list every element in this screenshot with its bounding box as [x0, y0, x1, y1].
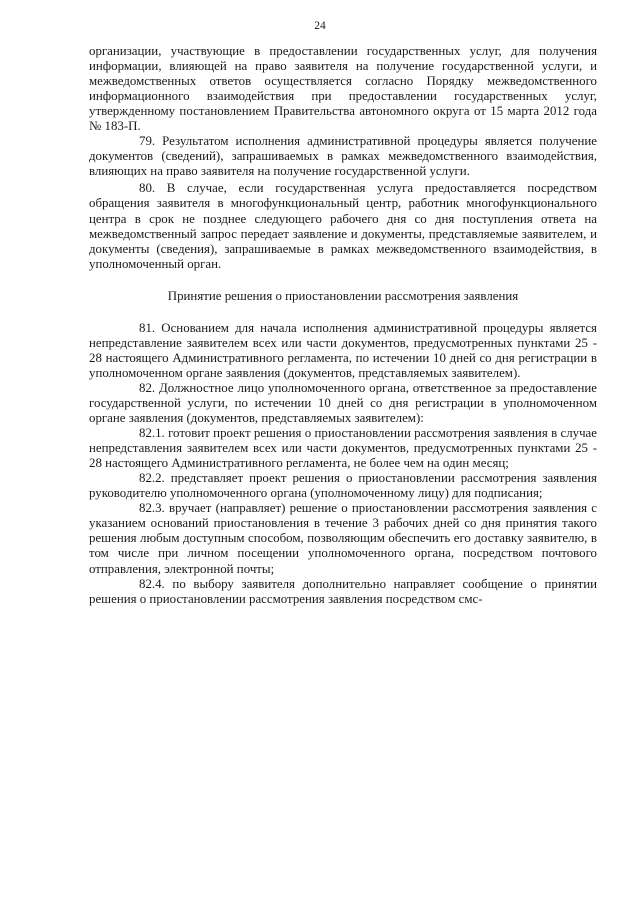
paragraph-continuation: организации, участвующие в предоставлении государственных услуг, для получения информации, влияющей на право заявителя на получение государственной услуги, и межведомственных ответов осуществляется согласно Порядку межведомственного информационного взаимодействия при предоставлении государственных услуг, утвержденному постановлением Правительства автономного округа от 15 марта 2012 года № 183-П.: [89, 44, 597, 134]
paragraph-80: 80. В случае, если государственная услуга предоставляется посредством обращения заявителя в многофункциональный центр, работник многофункционального центра в срок не позднее следующего рабочего дня со дня поступления ответа на межведомственный запрос передает заявление и документы, представляемые заявителем, и документы (сведения), запрашиваемые в рамках межведомственного взаимодействия, в уполномоченный орган.: [89, 181, 597, 271]
document-body: [89, 44, 597, 607]
paragraph-82: 82. Должностное лицо уполномоченного органа, ответственное за предоставление государственной услуги, по истечении 10 дней со дня регистрации в уполномоченном органе заявления (документов, представляемых заявителем):: [89, 380, 597, 426]
section-heading: Принятие решения о приостановлении рассмотрения заявления: [167, 288, 519, 303]
paragraph-82-4: 82.4. по выбору заявителя дополнительно направляет сообщение о принятии решения о приостановлении рассмотрения заявления посредством смс-: [89, 576, 597, 606]
paragraph-81: 81. Основанием для начала исполнения административной процедуры является непредставление заявителем всех или части документов, предусмотренных пунктами 25 - 28 настоящего Административного регламента, по истечении 10 дней со дня регистрации в уполномоченном органе заявления (документов, представляемых заявителем).: [89, 320, 597, 380]
paragraph-82-2: 82.2. представляет проект решения о приостановлении рассмотрения заявления руководителю уполномоченного органа (уполномоченному лицу) для подписания;: [89, 471, 597, 501]
paragraph-82-3: 82.3. вручает (направляет) решение о приостановлении рассмотрения заявления с указанием оснований приостановления в течение 3 рабочих дней со дня принятия такого решения любым доступным способом, позволяющим обеспечить его доставку заявителю, в том числе при личном посещении уполномоченного органа, посредством почтового отправления, электронной почты;: [89, 501, 597, 576]
page-number: 24: [314, 20, 326, 32]
paragraph-79: 79. Результатом исполнения административной процедуры является получение документов (сведений), запрашиваемых в рамках межведомственного взаимодействия, влияющих на право заявителя на получение государственной услуги.: [89, 134, 597, 179]
paragraph-82-1: 82.1. готовит проект решения о приостановлении рассмотрения заявления в случае непредставления заявителем всех или части документов, предусмотренных пунктами 25 - 28 настоящего Административного регламента, не более чем на один месяц;: [89, 426, 597, 471]
